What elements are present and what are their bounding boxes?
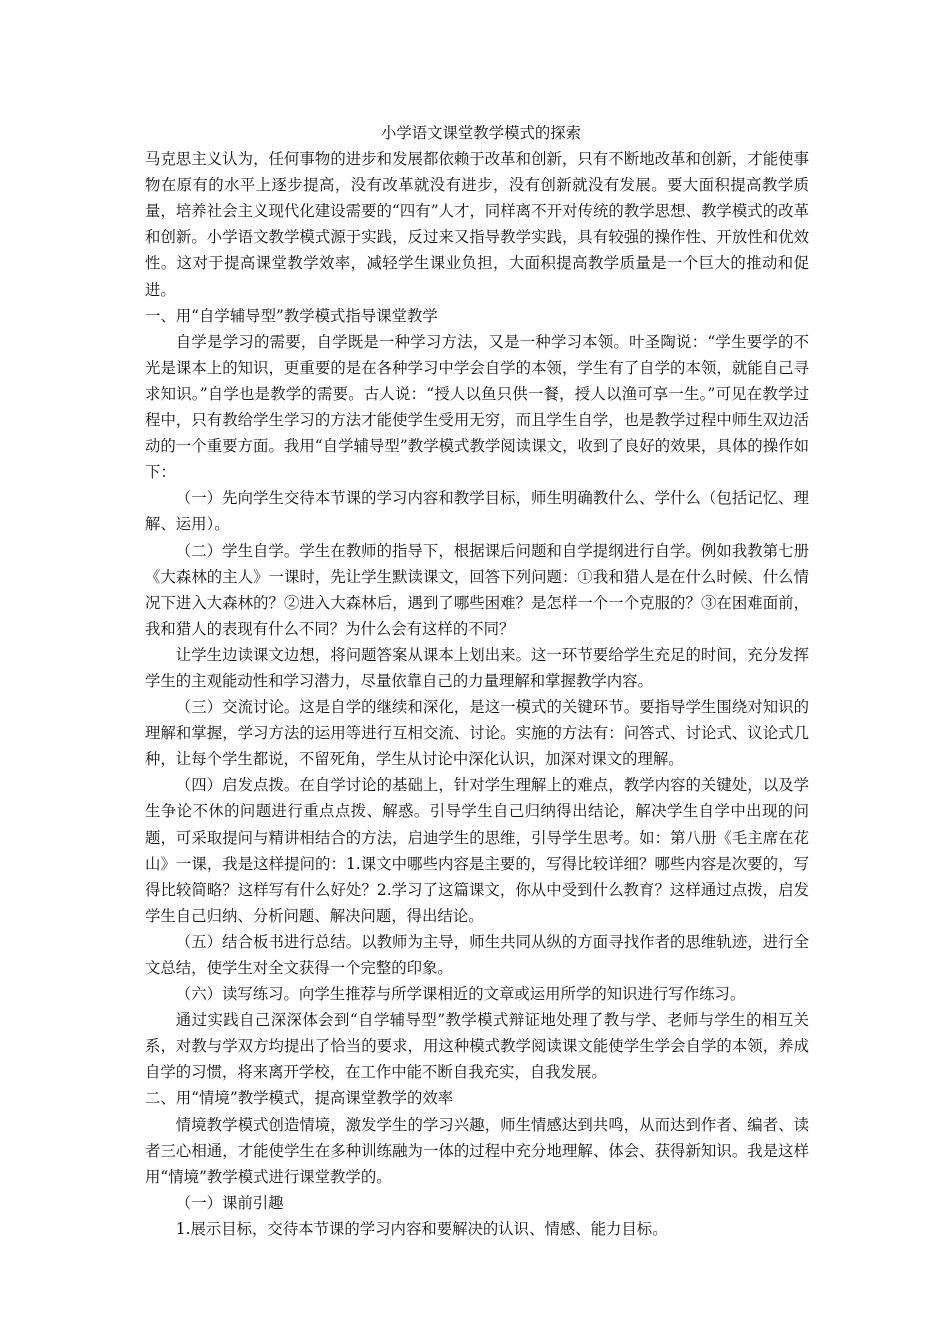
section-2-paragraph: 情境教学模式创造情境，激发学生的学习兴趣，师生情感达到共鸣，从而达到作者、编者、读者三心相通，才能使学生在多种训练融为一体的过程中充分地理解、体会、获得新知识。我是这样用“情境”教学模式进行课堂教学的。 xyxy=(145,1115,809,1186)
section-1-conclusion: 通过实践自己深深体会到“自学辅导型”教学模式辩证地处理了教与学、老师与学生的相互关系，对教与学双方均提出了恰当的要求，用这种模式教学阅读课文能使学生学会自学的本领，养成自学的习惯，将来离开学校，在工作中能不断自我充实，自我发展。 xyxy=(145,1011,809,1082)
section-1-step-1: （一）先向学生交待本节课的学习内容和教学目标，师生明确教什么、学什么（包括记忆、理解、运用）。 xyxy=(145,489,809,534)
section-2-heading: 二、用“情境”教学模式，提高课堂教学的效率 xyxy=(145,1089,454,1108)
section-1-step-3: （三）交流讨论。这是自学的继续和深化，是这一模式的关键环节。要指导学生围绕对知识的理解和掌握，学习方法的运用等进行互相交流、讨论。实施的方法有：问答式、讨论式、议论式几种，让每个学生都说，不留死角，学生从讨论中深化认识，加深对课文的理解。 xyxy=(145,698,809,769)
section-1-paragraph: 自学是学习的需要，自学既是一种学习方法，又是一种学习本领。叶圣陶说：“学生要学的不光是课本上的知识，更重要的是在各种学习中学会自学的本领，学生有了自学的本领，就能自己寻求知识。”自学也是教学的需要。古人说：“授人以鱼只供一餐，授人以渔可享一生。”可见在教学过程中，只有教给学生学习的方法才能使学生受用无穷，而且学生自学，也是教学过程中师生双边活动的一个重要方面。我用“自学辅导型”教学模式教学阅读课文，收到了良好的效果，具体的操作如下： xyxy=(145,332,809,482)
section-1-step-5: （五）结合板书进行总结。以教师为主导，师生共同从纵的方面寻找作者的思维轨迹，进行全文总结，使学生对全文获得一个完整的印象。 xyxy=(145,932,809,977)
section-2-subheading: （一）课前引趣 xyxy=(175,1193,284,1212)
section-2-list-item: 1.展示目标，交待本节课的学习内容和要解决的认识、情感、能力目标。 xyxy=(175,1219,668,1238)
intro-paragraph: 马克思主义认为，任何事物的进步和发展都依赖于改革和创新，只有不断地改革和创新，才能使事物在原有的水平上逐步提高，没有改革就没有进步，没有创新就没有发展。要大面积提高教学质量，培养社会主义现代化建设需要的“四有”人才，同样离不开对传统的教学思想、教学模式的改革和创新。小学语文教学模式源于实践，反过来又指导教学实践，具有较强的操作性、开放性和优效性。这对于提高课堂教学效率，减轻学生课业负担，大面积提高教学质量是一个巨大的推动和促进。 xyxy=(145,150,809,299)
section-1-step-2: （二）学生自学。学生在教师的指导下，根据课后问题和自学提纲进行自学。例如我教第七册《大森林的主人》一课时，先让学生默读课文，回答下列问题：①我和猎人是在什么时候、什么情况下进入大森林的？②进入大森林后，遇到了哪些困难？是怎样一个一个克服的？③在困难面前，我和猎人的表现有什么不同？为什么会有这样的不同？ xyxy=(145,541,809,638)
section-1-paragraph: 让学生边读课文边想，将问题答案从课本上划出来。这一环节要给学生充足的时间，充分发挥学生的主观能动性和学习潜力，尽量依靠自己的力量理解和掌握教学内容。 xyxy=(145,645,809,690)
section-1-heading: 一、用“自学辅导型”教学模式指导课堂教学 xyxy=(145,306,438,325)
section-1-step-6: （六）读写练习。向学生推荐与所学课相近的文章或运用所学的知识进行写作练习。 xyxy=(175,985,746,1004)
document-page xyxy=(145,120,809,1242)
document-title: 小学语文课堂教学模式的探索 xyxy=(380,124,582,142)
section-1-step-4: （四）启发点拨。在自学讨论的基础上，针对学生理解上的难点，教学内容的关键处，以及学生争论不休的问题进行重点点拨、解惑。引导学生自己归纳得出结论，解决学生自学中出现的问题，可采取提问与精讲相结合的方法，启迪学生的思维，引导学生思考。如：第八册《毛主席在花山》一课，我是这样提问的：1.课文中哪些内容是主要的，写得比较详细？哪些内容是次要的，写得比较简略？这样写有什么好处？2.学习了这篇课文，你从中受到什么教育？这样通过点拨，启发学生自己归纳、分析问题、解决问题，得出结论。 xyxy=(145,776,809,925)
